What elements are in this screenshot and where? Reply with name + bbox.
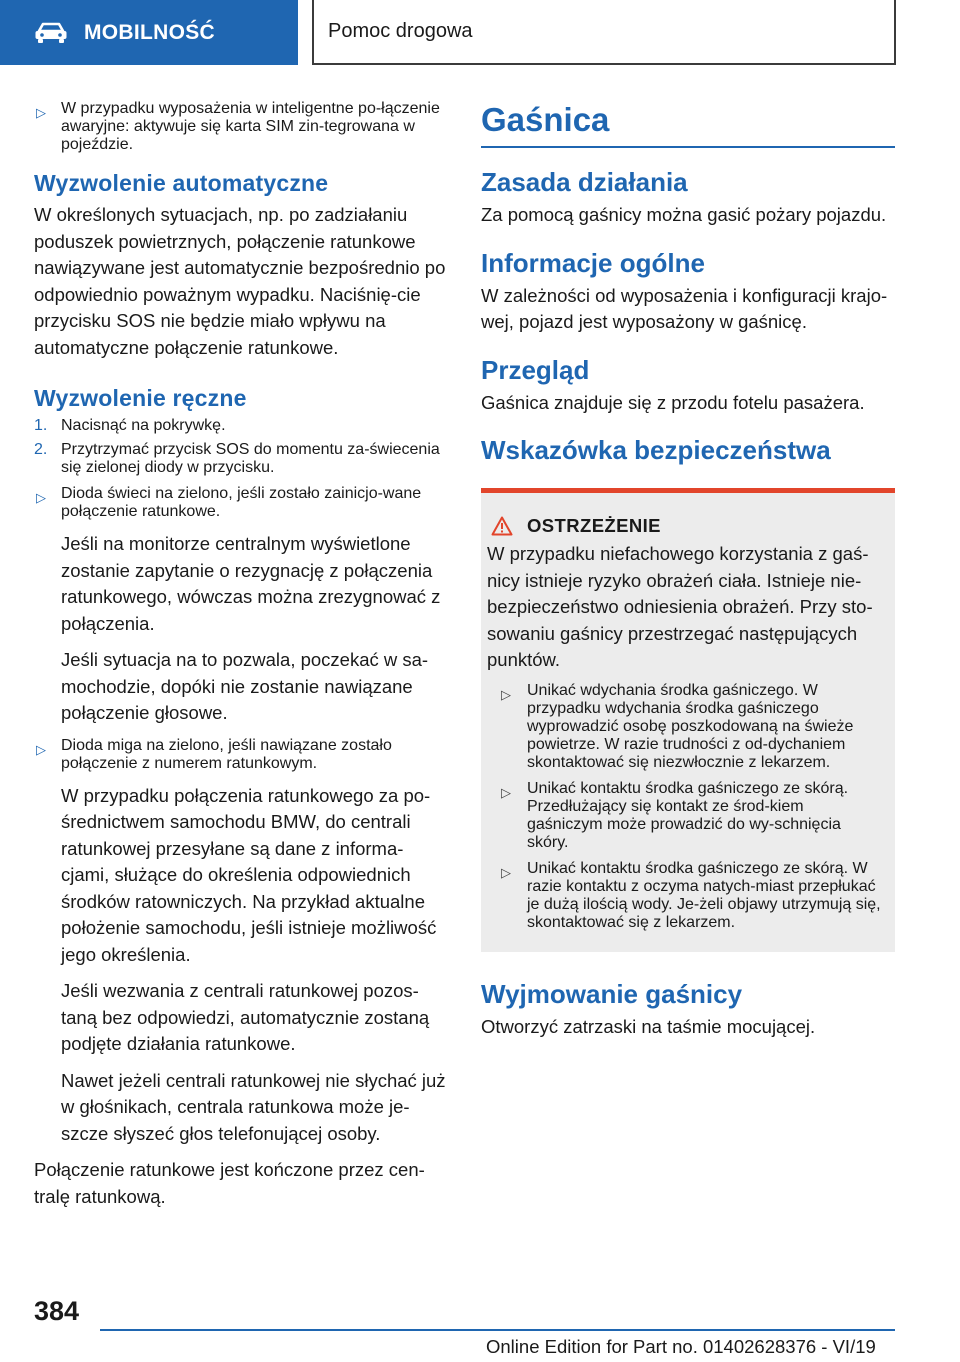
triangle-bullet-icon: ▷ (36, 105, 46, 120)
warning-list-item (487, 682, 883, 772)
footer-divider (100, 1329, 895, 1331)
warning-triangle-icon (491, 516, 513, 536)
section-heading: Przegląd (481, 354, 590, 385)
triangle-bullet-icon: ▷ (501, 784, 511, 800)
section-heading: Wyzwolenie ręczne (34, 385, 247, 411)
section-heading: Wskazówka bezpieczeństwa (481, 435, 831, 465)
list-item-text: Unikać kontaktu środka gaśniczego ze skórą. Przedłużający się kontakt ze środ-kiem gaśniczym może prowadzić do wy-schnięcia skóry. (527, 779, 849, 851)
left-column (34, 100, 450, 1210)
chapter-title: Pomoc drogowa (328, 20, 473, 42)
list-item-text: Dioda świeci na zielono, jeśli zostało zainicjo-wane połączenie ratunkowe. (61, 485, 422, 520)
warning-text: W przypadku niefachowego korzystania z gaś-nicy istnieje ryzyko obrażeń ciała. Istnieje nie-bezpieczeństwo odniesienia obrażeń. Przy sto-sowaniu gaśnicy przestrzegać następujących punktów. (487, 543, 873, 670)
triangle-bullet-icon: ▷ (501, 864, 511, 880)
indented-paragraph: Jeśli na monitorze centralnym wyświetlone zostanie zapytanie o rezygnację z połączenia ratunkowego, wówczas można zrezygnować z połączenia. (61, 533, 441, 634)
indented-paragraph: W przypadku połączenia ratunkowego za po-średnictwem samochodu BMW, do centrali ratunkowej przesyłane są dane z informa-cjami, służące do określenia odpowiednich środków ratowniczych. Na przykład aktualne położenie samochodu, jeśli istnieje możliwość jego określenia. (61, 784, 437, 965)
paragraph: Połączenie ratunkowe jest kończone przez cen-tralę ratunkową. (34, 1159, 425, 1207)
list-item (34, 100, 450, 154)
step-number: 1. (34, 417, 48, 434)
section-heading: Zasada działania (481, 167, 688, 197)
car-icon (34, 22, 68, 44)
step-text: Nacisnąć na pokrywkę. (61, 417, 226, 434)
paragraph: Otworzyć zatrzaski na taśmie mocującej. (481, 1015, 816, 1037)
numbered-step (34, 417, 450, 435)
right-column (481, 100, 895, 1040)
paragraph: Za pomocą gaśnicy można gasić pożary pojazdu. (481, 204, 887, 225)
step-text: Przytrzymać przycisk SOS do momentu za-świecenia się zielonej diody w przycisku. (61, 441, 440, 476)
paragraph: W określonych sytuacjach, np. po zadziałaniu poduszek powietrznych, połączenie ratunkowe nawiązywane jest automatycznie bezpośrednio po odpowiednio poważnym wypadku. Naciśnię-cie przycisku SOS nie będzie miało wpływu na automatyczne połączenie ratunkowe. (34, 204, 446, 358)
warning-header (487, 515, 883, 537)
paragraph: W zależności od wyposażenia i konfiguracji krajo-wej, pojazd jest wyposażony w gaśnicę. (481, 284, 888, 332)
page-number: 384 (34, 1296, 80, 1326)
numbered-step (34, 441, 450, 477)
list-item-text: Unikać wdychania środka gaśniczego. W przypadku wdychania środka gaśniczego wyprowadzić osobę poszkodowaną na świeże powietrze. W razie trudności z od-dychaniem skontaktować się niezwłocznie z lekarzem. (527, 681, 854, 771)
list-item-text: Unikać kontaktu środka gaśniczego ze skórą. W razie kontaktu z oczyma natych-miast przepłukać je dużą ilością wody. Je-żeli objawy utrzymują się, skontaktować się z lekarzem. (527, 859, 881, 931)
list-item-text: Dioda miga na zielono, jeśli nawiązane zostało połączenie z numerem ratunkowym. (61, 736, 392, 772)
edition-note: Online Edition for Part no. 01402628376 - VI/19 (486, 1336, 876, 1357)
warning-box (481, 488, 895, 952)
indented-paragraph: Nawet jeżeli centrali ratunkowej nie słychać już w głośnikach, centrala ratunkowa może je-szcze słyszeć głos telefonującej osoby. (61, 1069, 446, 1144)
triangle-bullet-icon: ▷ (36, 490, 46, 505)
indented-paragraph: Jeśli wezwania z centrali ratunkowej pozos-taną bez odpowiedzi, automatycznie zostaną podjęte działania ratunkowe. (61, 980, 430, 1054)
triangle-bullet-icon: ▷ (36, 741, 46, 757)
step-number: 2. (34, 441, 48, 458)
chapter-header (312, 0, 896, 65)
paragraph: Gaśnica znajduje się z przodu fotelu pasażera. (481, 391, 865, 413)
section-heading: Wyjmowanie gaśnicy (481, 978, 743, 1009)
section-heading: Wyzwolenie automatyczne (34, 170, 329, 196)
warning-label: OSTRZEŻENIE (527, 515, 661, 536)
list-item (34, 737, 450, 773)
warning-list-item (487, 780, 883, 852)
section-heading: Informacje ogólne (481, 247, 705, 278)
list-item-text: W przypadku wyposażenia w inteligentne po-łączenie awaryjne: aktywuje się karta SIM zin-tegrowana w pojeździe. (61, 100, 440, 153)
chapter-heading: Gaśnica (481, 100, 895, 148)
section-tab (0, 0, 298, 65)
warning-list-item (487, 860, 883, 932)
triangle-bullet-icon: ▷ (501, 686, 511, 702)
indented-paragraph: Jeśli sytuacja na to pozwala, poczekać w sa-mochodzie, dopóki nie zostanie nawiązane połączenie głosowe. (61, 649, 429, 723)
section-label: MOBILNOŚĆ (84, 20, 216, 44)
list-item (34, 485, 450, 521)
